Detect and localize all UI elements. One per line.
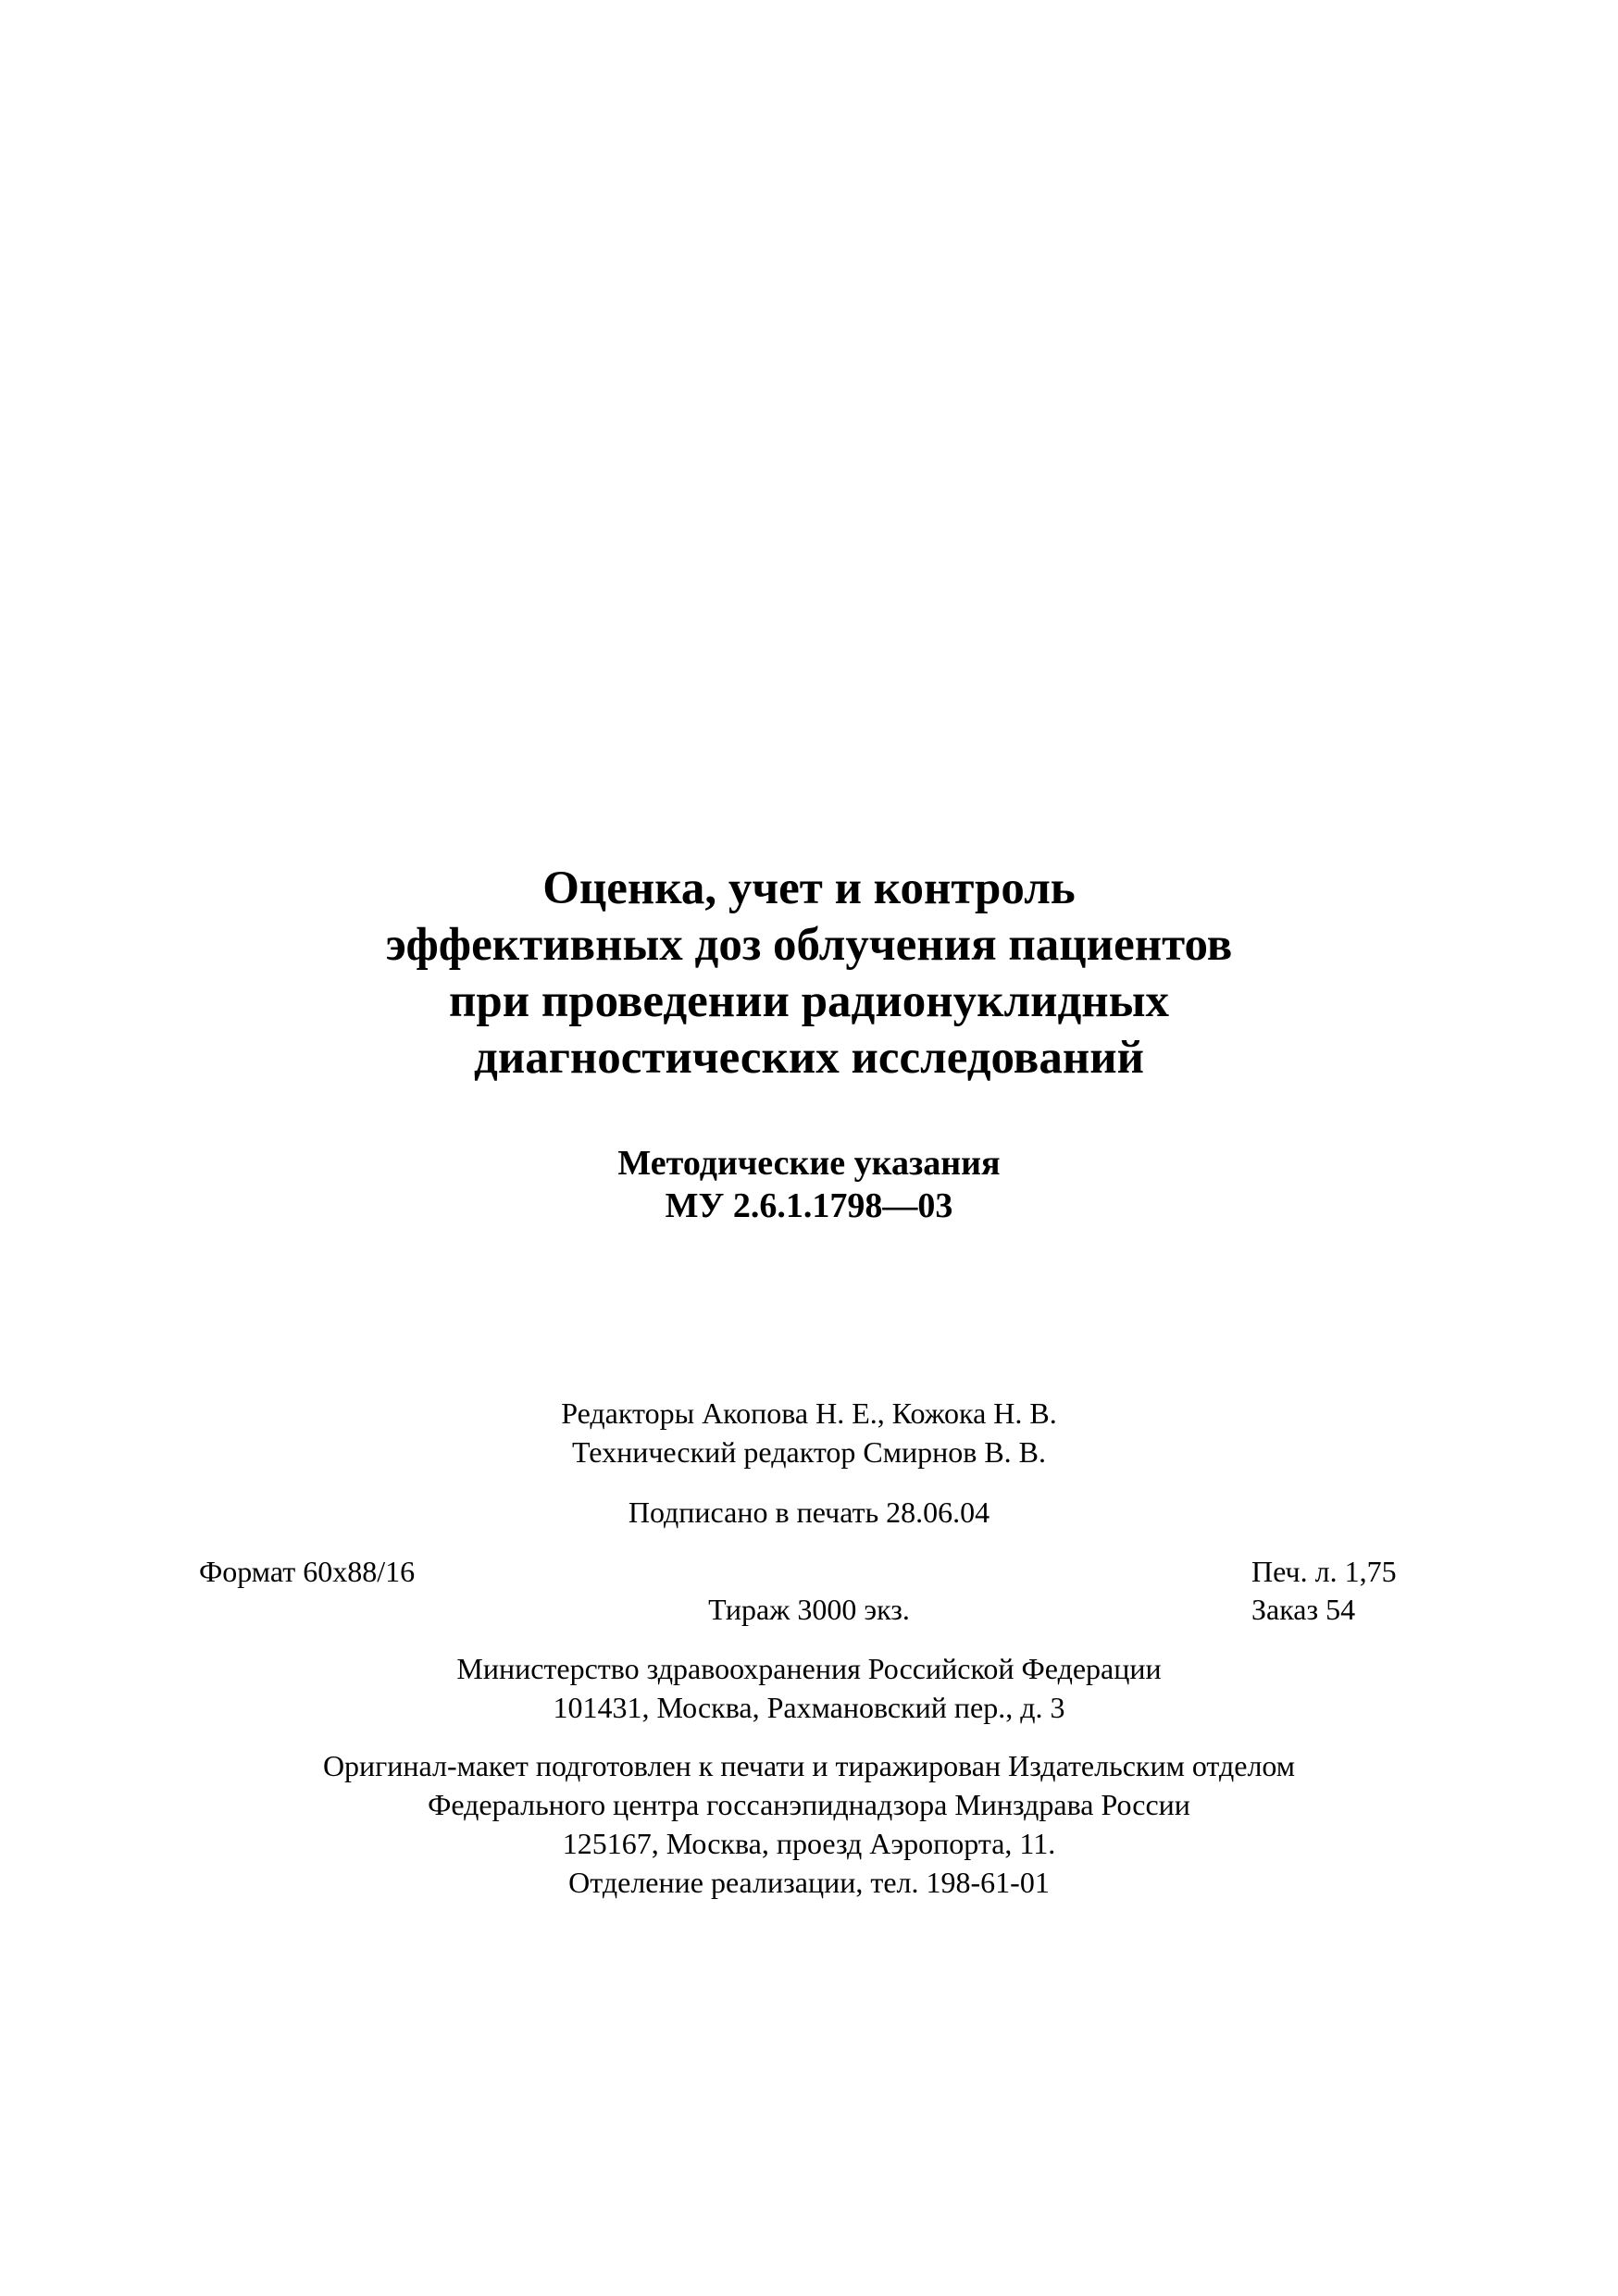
- ministry-block: [0, 1649, 1618, 1727]
- document-subtitle: [0, 1142, 1618, 1227]
- document-number: МУ 2.6.1.1798—03: [665, 1186, 953, 1225]
- order-number: Заказ 54: [1251, 1593, 1356, 1626]
- publisher-sales: Отделение реализации, тел. 198-61-01: [568, 1866, 1050, 1899]
- ministry-name: Министерство здравоохранения Российской Федерации: [456, 1652, 1162, 1685]
- printed-sheets: Печ. л. 1,75: [1251, 1555, 1397, 1588]
- publisher-line-1: Оригинал-макет подготовлен к печати и тиражирован Издательским отделом: [322, 1749, 1296, 1782]
- signed-to-print: Подписано в печать 28.06.04: [628, 1496, 990, 1529]
- document-title: [0, 861, 1618, 1086]
- title-line-3: при проведении радионуклидных: [448, 975, 1170, 1027]
- title-line-1: Оценка, учет и контроль: [542, 863, 1076, 914]
- title-line-4: диагностических исследований: [474, 1032, 1144, 1084]
- ministry-address: 101431, Москва, Рахмановский пер., д. 3: [553, 1691, 1065, 1724]
- publisher-address: 125167, Москва, проезд Аэропорта, 11.: [562, 1827, 1056, 1860]
- tech-editor-line: Технический редактор Смирнов В. В.: [571, 1435, 1047, 1469]
- publisher-line-2: Федерального центра госсанэпиднадзора Минздрава России: [428, 1788, 1190, 1821]
- publisher-block: [0, 1746, 1618, 1902]
- editors-line: Редакторы Акопова Н. Е., Кожока Н. В.: [561, 1396, 1057, 1430]
- print-run: Тираж 3000 экз.: [708, 1593, 910, 1626]
- document-type: Методические указания: [617, 1144, 1001, 1183]
- editors-block: [0, 1394, 1618, 1471]
- paper-format: Формат 60x88/16: [199, 1555, 416, 1588]
- title-line-2: эффективных доз облучения пациентов: [385, 919, 1233, 971]
